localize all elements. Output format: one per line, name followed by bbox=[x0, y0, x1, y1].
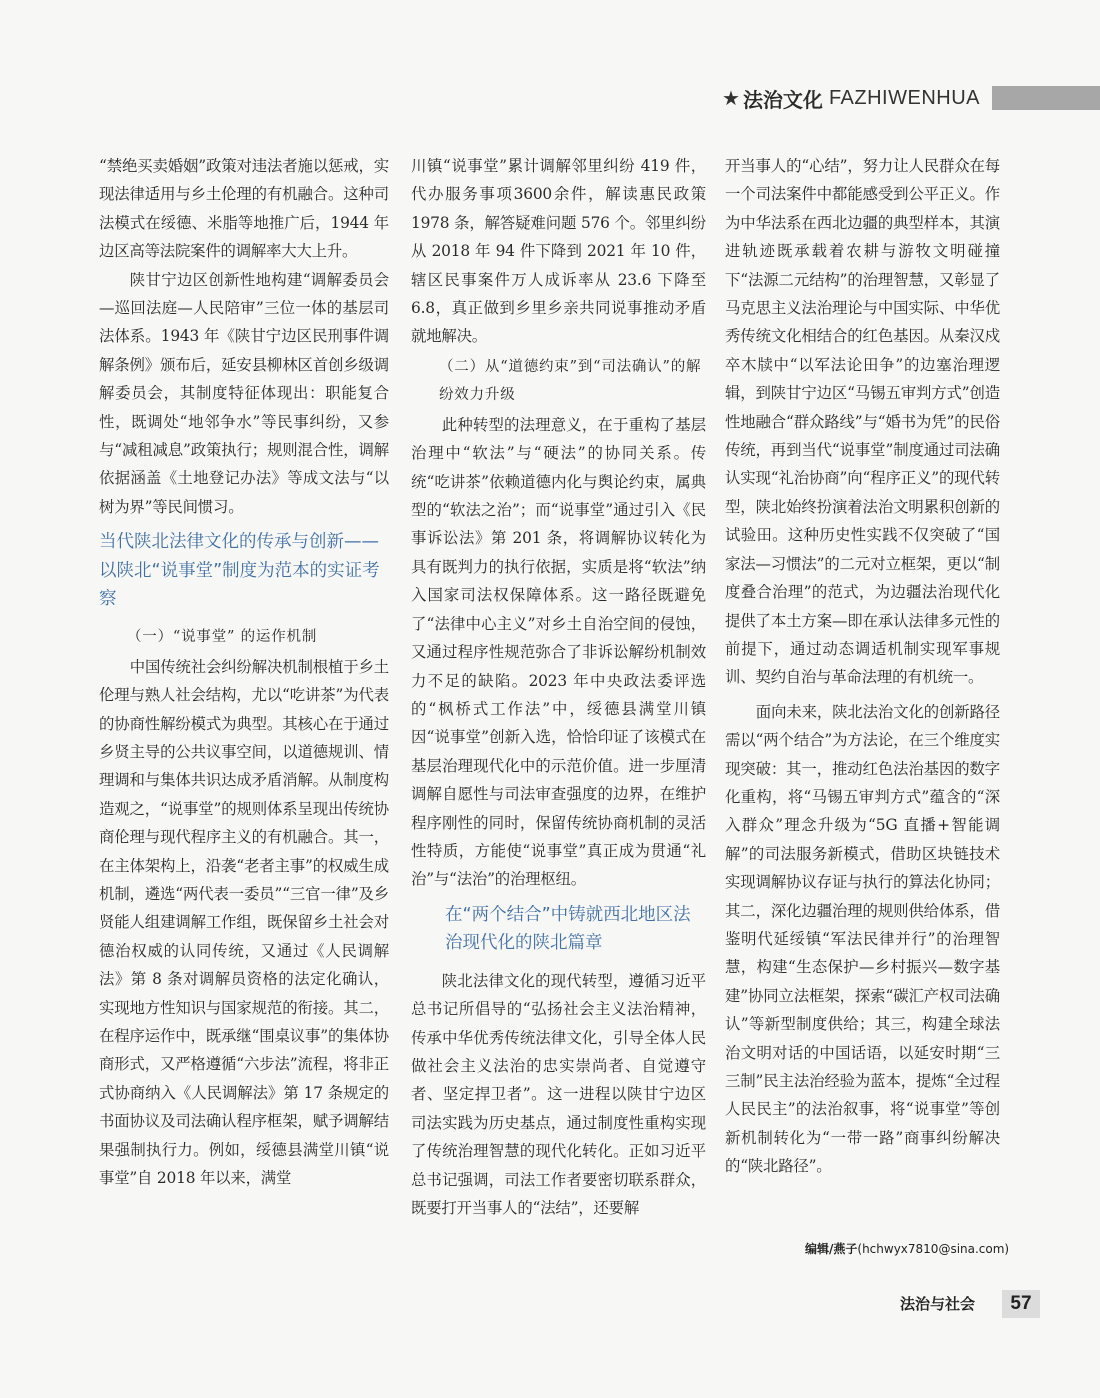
section-title-en: FAZHIWENHUA bbox=[828, 86, 980, 109]
section-header bbox=[722, 84, 980, 112]
editor-email: (hchwyx7810@sina.com) bbox=[857, 1242, 1010, 1256]
paragraph: “禁绝买卖婚姻”政策对违法者施以惩戒，实现法律适用与乡土伦理的有机融合。这种司法模式在绥德、米脂等地推广后，1944 年边区高等法院案件的调解率大大上升。 bbox=[99, 157, 389, 261]
subsection-heading: （一）“说事堂” 的运作机制 bbox=[127, 628, 318, 645]
page-number-box bbox=[1002, 1290, 1040, 1318]
editor-label: 编辑/燕子 bbox=[805, 1242, 858, 1256]
paragraph: 开当事人的“心结”，努力让人民群众在每一个司法案件中都能感受到公平正义。作为中华法系在西北边疆的典型样本，其演进轨迹既承载着农耕与游牧文明碰撞下“法源二元结构”的治理智慧，又彰显了马克思主义法治理论与中国实际、中华优秀传统文化相结合的红色基因。从秦汉戍卒木牍中“以军法论田争”的边塞治理逻辑，到陕甘宁边区“马锡五审判方式”创造性地融合“群众路线”与“婚书为凭”的民俗传统，再到当代“说事堂”制度通过司法确认实现“礼治协商”向“程序正义”的现代转型，陕北始终扮演着法治文明累积创新的试验田。这种历史性实践不仅突破了“国家法—习惯法”的二元对立框架，更以“制度叠合治理”的范式，为边疆法治现代化提供了本土方案—即在承认法律多元性的前提下，通过动态调适机制实现军事规训、契约自治与革命法理的有机统一。 bbox=[725, 157, 1000, 687]
paragraph: 川镇“说事堂”累计调解邻里纠纷 419 件，代办服务事项3600余件，解读惠民政策 1978 条，解答疑难问题 576 个。邻里纠纷从 2018 年 94 件下降到 2021 年 10 件，辖区民事案件万人成诉率从 23.6 下降至 6.8，真正做到乡里乡亲共同说事推动矛盾就地解决。 bbox=[411, 157, 706, 346]
paragraph: 面向未来，陕北法治文化的创新路径需以“两个结合”为方法论，在三个维度实现突破：其一，推动红色法治基因的数字化重构，将“马锡五审判方式”蕴含的“深入群众”理念升级为“5G 直播+智能调解”的司法服务新模式，借助区块链技术实现调解协议存证与执行的算法化协同；其二，深化边疆治理的规则供给体系，借鉴明代延绥镇“军法民律并行”的治理智慧，构建“生态保护—乡村振兴—数字基建”协同立法框架，探索“碳汇产权司法确认”等新型制度供给；其三，构建全球法治文明对话的中国话语，以延安时期“三三制”民主法治经验为蓝本，提炼“全过程人民民主”的法治叙事，将“说事堂”等创新机制转化为“一带一路”商事纠纷解决的“陕北路径”。 bbox=[725, 702, 1000, 1176]
section-heading: 当代陕北法律文化的传承与创新——以陕北“说事堂”制度为范本的实证考察 bbox=[99, 532, 380, 610]
magazine-title: 法治与社会 bbox=[900, 1295, 976, 1313]
section-heading: 在“两个结合”中铸就西北地区法治现代化的陕北篇章 bbox=[445, 904, 691, 954]
column-1 bbox=[99, 152, 389, 1193]
column-3 bbox=[725, 152, 1000, 1181]
paragraph: 中国传统社会纠纷解决机制根植于乡土伦理与熟人社会结构，尤以“吃讲茶”为代表的协商性解纷模式为典型。其核心在于通过乡贤主导的公共议事空间，以道德规训、情理调和与集体共识达成矛盾消解。从制度构造观之，“说事堂”的规则体系呈现出传统协商伦理与现代程序主义的有机融合。其一，在主体架构上，沿袭“老者主事”的权威生成机制，遴选“两代表一委员”“三官一律”及乡贤能人组建调解工作组，既保留乡土社会对德治权威的认同传统，又通过《人民调解法》第 8 条对调解员资格的法定化确认，实现地方性知识与国家规范的衔接。其二，在程序运作中，既承继“围桌议事”的集体协商形式，又严格遵循“六步法”流程，将非正式协商纳入《人民调解法》第 17 条规定的书面协议及司法确认程序框架，赋予调解结果强制执行力。例如，绥德县满堂川镇“说事堂”自 2018 年以来，满堂 bbox=[99, 657, 389, 1188]
subsection-heading: （二）从“道德约束”到“司法确认”的解纷效力升级 bbox=[439, 358, 702, 403]
column-2 bbox=[411, 152, 706, 1222]
editor-credit bbox=[805, 1240, 1009, 1257]
header-bar bbox=[992, 86, 1100, 110]
section-title-cn: 法治文化 bbox=[742, 87, 823, 112]
star-icon: ★ bbox=[722, 86, 740, 110]
paragraph: 陕北法律文化的现代转型，遵循习近平总书记所倡导的“弘扬社会主义法治精神，传承中华优秀传统法律文化，引导全体人民做社会主义法治的忠实崇尚者、自觉遵守者、坚定捍卫者”。这一进程以陕甘宁边区司法实践为历史基点，通过制度性重构实现了传统治理智慧的现代化转化。正如习近平总书记强调，司法工作者要密切联系群众，既要打开当事人的“法结”，还要解 bbox=[411, 971, 706, 1217]
page-number: 57 bbox=[1010, 1293, 1032, 1314]
paragraph: 此种转型的法理意义，在于重构了基层治理中“软法”与“硬法”的协同关系。传统“吃讲茶”依赖道德内化与舆论约束，属典型的“软法之治”；而“说事堂”通过引入《民事诉讼法》第 201 条，将调解协议转化为具有既判力的执行依据，实质是将“软法”纳入国家司法权保障体系。这一路径既避免了“法律中心主义”对乡土自治空间的侵蚀，又通过程序性规范弥合了非诉讼解纷机制效力不足的缺陷。2023 年中央政法委评选的“枫桥式工作法”中，绥德县满堂川镇因“说事堂”创新入选，恰恰印证了该模式在基层治理现代化中的示范价值。进一步厘清调解自愿性与司法审查强度的边界，在维护程序刚性的同时，保留传统协商机制的灵活性特质，方能使“说事堂”真正成为贯通“礼治”与“法治”的治理枢纽。 bbox=[411, 415, 706, 889]
paragraph: 陕甘宁边区创新性地构建“调解委员会—巡回法庭—人民陪审”三位一体的基层司法体系。1943 年《陕甘宁边区民刑事件调解条例》颁布后，延安县柳林区首创乡级调解委员会，其制度特征体现出：职能复合性，既调处“地邻争水”等民事纠纷，又参与“减租减息”政策执行；规则混合性，调解依据涵盖《土地登记办法》等成文法与“以树为界”等民间惯习。 bbox=[99, 270, 389, 516]
